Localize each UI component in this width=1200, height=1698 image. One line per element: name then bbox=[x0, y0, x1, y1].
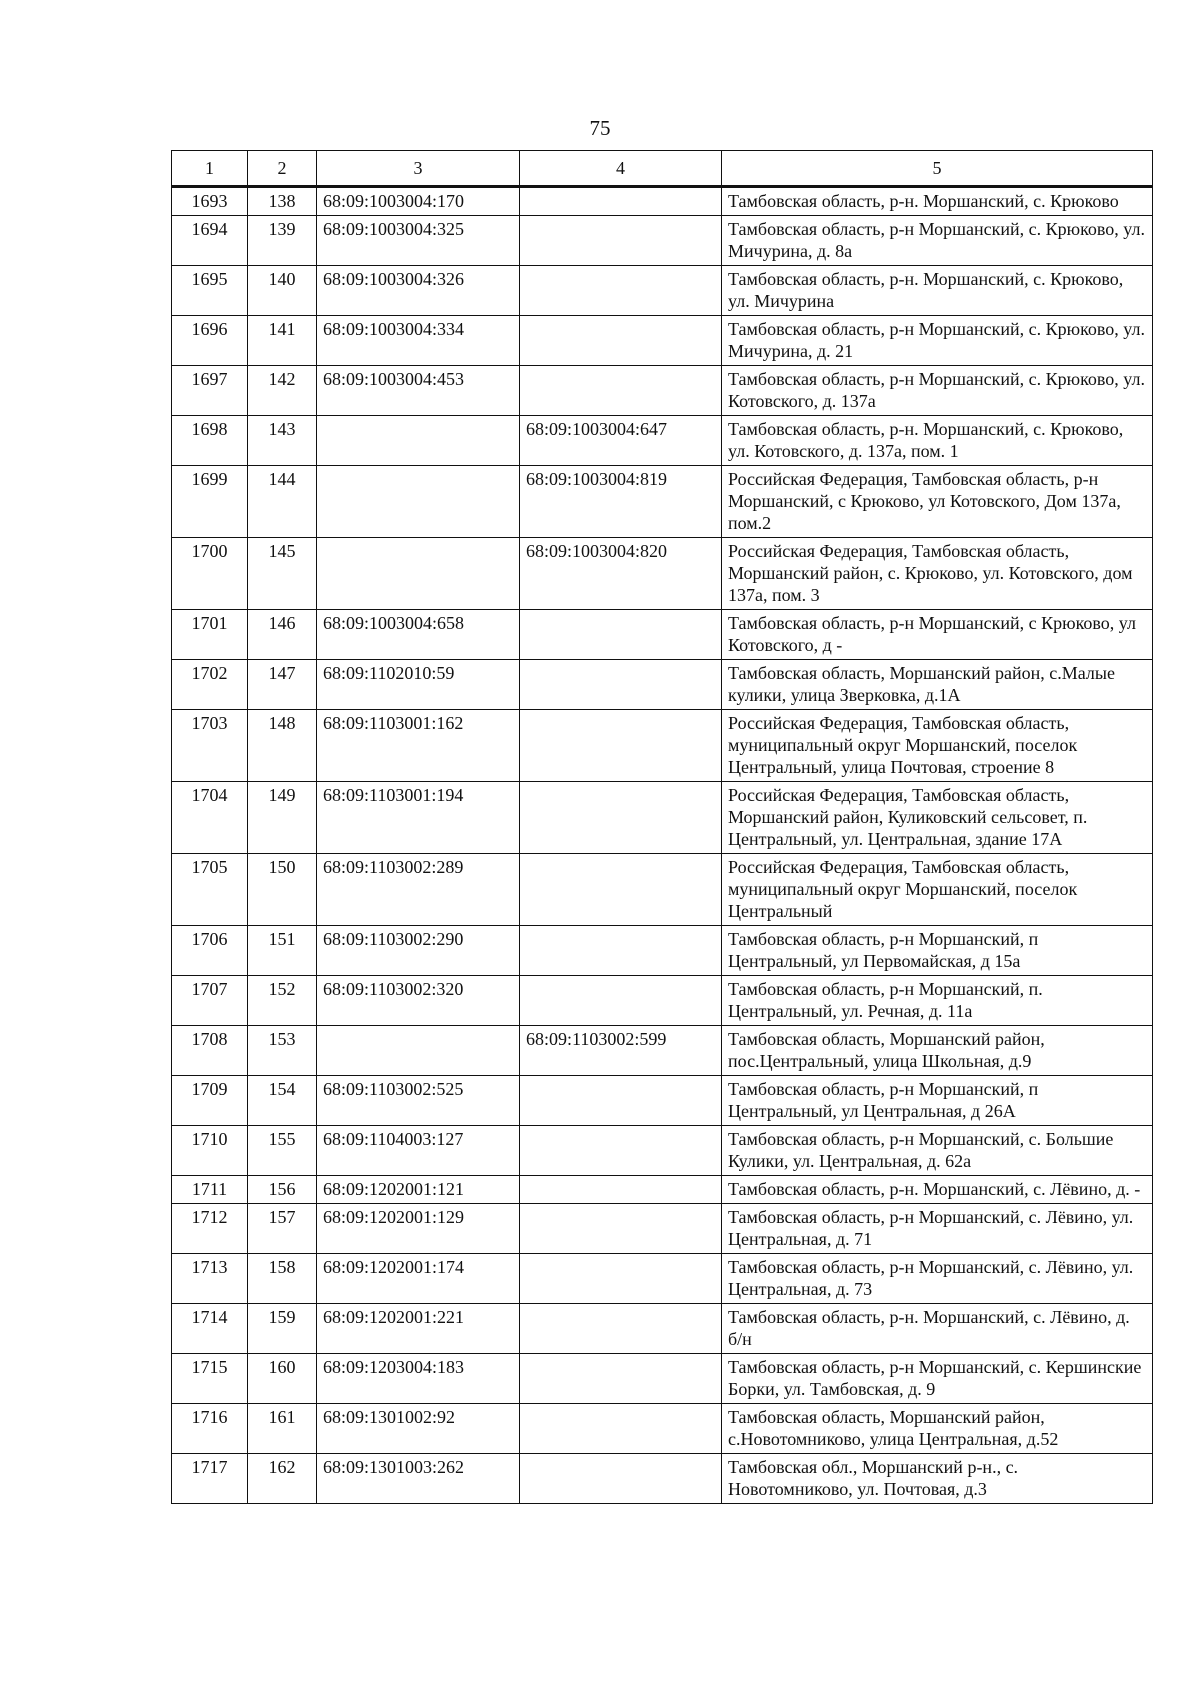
row-number-cell: 1700 bbox=[172, 538, 248, 610]
premises-cadastral-number-cell bbox=[520, 1304, 722, 1354]
column-header-4: 4 bbox=[520, 151, 722, 187]
row-number-cell: 1708 bbox=[172, 1026, 248, 1076]
item-number-cell: 149 bbox=[248, 782, 317, 854]
address-cell: Тамбовская область, Моршанский район, с.Малые кулики, улица Зверковка, д.1А bbox=[722, 660, 1153, 710]
item-number-cell: 158 bbox=[248, 1254, 317, 1304]
item-number-cell: 138 bbox=[248, 187, 317, 216]
address-cell: Тамбовская область, р-н Моршанский, п Центральный, ул Первомайская, д 15а bbox=[722, 926, 1153, 976]
cadastral-number-cell: 68:09:1202001:174 bbox=[317, 1254, 520, 1304]
table-row bbox=[172, 316, 1153, 366]
premises-cadastral-number-cell bbox=[520, 1076, 722, 1126]
table-row bbox=[172, 660, 1153, 710]
premises-cadastral-number-cell bbox=[520, 854, 722, 926]
premises-cadastral-number-cell bbox=[520, 1204, 722, 1254]
item-number-cell: 150 bbox=[248, 854, 317, 926]
table-row bbox=[172, 216, 1153, 266]
address-cell: Тамбовская область, р-н Моршанский, с. Крюково, ул. Котовского, д. 137а bbox=[722, 366, 1153, 416]
address-cell: Тамбовская область, р-н Моршанский, с. Лёвино, ул. Центральная, д. 73 bbox=[722, 1254, 1153, 1304]
row-number-cell: 1714 bbox=[172, 1304, 248, 1354]
row-number-cell: 1706 bbox=[172, 926, 248, 976]
premises-cadastral-number-cell bbox=[520, 1176, 722, 1204]
address-cell: Тамбовская область, р-н Моршанский, с. Крюково, ул. Мичурина, д. 21 bbox=[722, 316, 1153, 366]
table-row bbox=[172, 1404, 1153, 1454]
table-row bbox=[172, 854, 1153, 926]
premises-cadastral-number-cell: 68:09:1003004:820 bbox=[520, 538, 722, 610]
premises-cadastral-number-cell bbox=[520, 187, 722, 216]
address-cell: Тамбовская область, р-н. Моршанский, с. Лёвино, д. - bbox=[722, 1176, 1153, 1204]
address-cell: Тамбовская область, р-н. Моршанский, с. Крюково, ул. Мичурина bbox=[722, 266, 1153, 316]
table-row bbox=[172, 1204, 1153, 1254]
item-number-cell: 145 bbox=[248, 538, 317, 610]
row-number-cell: 1703 bbox=[172, 710, 248, 782]
premises-cadastral-number-cell: 68:09:1003004:819 bbox=[520, 466, 722, 538]
cadastral-number-cell: 68:09:1301003:262 bbox=[317, 1454, 520, 1504]
cadastral-number-cell: 68:09:1103002:290 bbox=[317, 926, 520, 976]
cadastral-number-cell bbox=[317, 538, 520, 610]
table-row bbox=[172, 1176, 1153, 1204]
item-number-cell: 155 bbox=[248, 1126, 317, 1176]
row-number-cell: 1702 bbox=[172, 660, 248, 710]
item-number-cell: 139 bbox=[248, 216, 317, 266]
item-number-cell: 153 bbox=[248, 1026, 317, 1076]
address-cell: Тамбовская область, р-н Моршанский, с. Лёвино, ул. Центральная, д. 71 bbox=[722, 1204, 1153, 1254]
table-row bbox=[172, 187, 1153, 216]
item-number-cell: 143 bbox=[248, 416, 317, 466]
header-row bbox=[172, 151, 1153, 187]
premises-cadastral-number-cell: 68:09:1103002:599 bbox=[520, 1026, 722, 1076]
cadastral-number-cell: 68:09:1301002:92 bbox=[317, 1404, 520, 1454]
table-row bbox=[172, 416, 1153, 466]
cadastral-number-cell: 68:09:1103001:162 bbox=[317, 710, 520, 782]
item-number-cell: 162 bbox=[248, 1454, 317, 1504]
row-number-cell: 1711 bbox=[172, 1176, 248, 1204]
item-number-cell: 156 bbox=[248, 1176, 317, 1204]
table-row bbox=[172, 710, 1153, 782]
table-header bbox=[172, 151, 1153, 187]
column-header-1: 1 bbox=[172, 151, 248, 187]
cadastral-number-cell: 68:09:1102010:59 bbox=[317, 660, 520, 710]
premises-cadastral-number-cell bbox=[520, 976, 722, 1026]
cadastral-number-cell bbox=[317, 1026, 520, 1076]
row-number-cell: 1698 bbox=[172, 416, 248, 466]
item-number-cell: 140 bbox=[248, 266, 317, 316]
table-row bbox=[172, 538, 1153, 610]
address-cell: Тамбовская область, р-н Моршанский, с. Большие Кулики, ул. Центральная, д. 62а bbox=[722, 1126, 1153, 1176]
row-number-cell: 1694 bbox=[172, 216, 248, 266]
address-cell: Тамбовская область, р-н Моршанский, с Крюково, ул Котовского, д - bbox=[722, 610, 1153, 660]
table-body bbox=[172, 187, 1153, 1504]
premises-cadastral-number-cell bbox=[520, 266, 722, 316]
cadastral-number-cell: 68:09:1103002:525 bbox=[317, 1076, 520, 1126]
row-number-cell: 1715 bbox=[172, 1354, 248, 1404]
address-cell: Тамбовская область, р-н. Моршанский, с. Крюково, ул. Котовского, д. 137а, пом. 1 bbox=[722, 416, 1153, 466]
column-header-5: 5 bbox=[722, 151, 1153, 187]
row-number-cell: 1716 bbox=[172, 1404, 248, 1454]
row-number-cell: 1696 bbox=[172, 316, 248, 366]
item-number-cell: 142 bbox=[248, 366, 317, 416]
premises-cadastral-number-cell bbox=[520, 1404, 722, 1454]
item-number-cell: 160 bbox=[248, 1354, 317, 1404]
cadastral-number-cell: 68:09:1103002:320 bbox=[317, 976, 520, 1026]
column-header-2: 2 bbox=[248, 151, 317, 187]
item-number-cell: 147 bbox=[248, 660, 317, 710]
row-number-cell: 1717 bbox=[172, 1454, 248, 1504]
item-number-cell: 159 bbox=[248, 1304, 317, 1354]
row-number-cell: 1712 bbox=[172, 1204, 248, 1254]
table-row bbox=[172, 610, 1153, 660]
item-number-cell: 154 bbox=[248, 1076, 317, 1126]
address-cell: Тамбовская область, р-н Моршанский, с. Крюково, ул. Мичурина, д. 8а bbox=[722, 216, 1153, 266]
premises-cadastral-number-cell bbox=[520, 610, 722, 660]
cadastral-number-cell: 68:09:1103001:194 bbox=[317, 782, 520, 854]
premises-cadastral-number-cell bbox=[520, 926, 722, 976]
item-number-cell: 146 bbox=[248, 610, 317, 660]
premises-cadastral-number-cell bbox=[520, 1254, 722, 1304]
item-number-cell: 152 bbox=[248, 976, 317, 1026]
table-row bbox=[172, 1254, 1153, 1304]
address-cell: Российская Федерация, Тамбовская область, Моршанский район, с. Крюково, ул. Котовского, дом 137а, пом. 3 bbox=[722, 538, 1153, 610]
table-row bbox=[172, 782, 1153, 854]
table-row bbox=[172, 1304, 1153, 1354]
cadastral-number-cell: 68:09:1202001:121 bbox=[317, 1176, 520, 1204]
table-row bbox=[172, 1454, 1153, 1504]
cadastral-number-cell: 68:09:1003004:325 bbox=[317, 216, 520, 266]
cadastral-number-cell: 68:09:1003004:453 bbox=[317, 366, 520, 416]
address-cell: Тамбовская область, Моршанский район, с.Новотомниково, улица Центральная, д.52 bbox=[722, 1404, 1153, 1454]
address-cell: Российская Федерация, Тамбовская область, р-н Моршанский, с Крюково, ул Котовского, Дом 137а, пом.2 bbox=[722, 466, 1153, 538]
table-row bbox=[172, 466, 1153, 538]
premises-cadastral-number-cell bbox=[520, 660, 722, 710]
table-row bbox=[172, 1026, 1153, 1076]
cadastral-number-cell: 68:09:1003004:326 bbox=[317, 266, 520, 316]
page-number: 75 bbox=[589, 116, 611, 140]
address-cell: Тамбовская область, р-н Моршанский, п Центральный, ул Центральная, д 26А bbox=[722, 1076, 1153, 1126]
address-cell: Российская Федерация, Тамбовская область, муниципальный округ Моршанский, поселок Центральный, улица Почтовая, строение 8 bbox=[722, 710, 1153, 782]
cadastral-number-cell: 68:09:1003004:170 bbox=[317, 187, 520, 216]
row-number-cell: 1697 bbox=[172, 366, 248, 416]
premises-cadastral-number-cell bbox=[520, 216, 722, 266]
registry-table bbox=[171, 150, 1153, 1504]
premises-cadastral-number-cell bbox=[520, 1126, 722, 1176]
item-number-cell: 144 bbox=[248, 466, 317, 538]
premises-cadastral-number-cell bbox=[520, 1354, 722, 1404]
row-number-cell: 1699 bbox=[172, 466, 248, 538]
address-cell: Российская Федерация, Тамбовская область, Моршанский район, Куликовский сельсовет, п. Центральный, ул. Центральная, здание 17А bbox=[722, 782, 1153, 854]
table-row bbox=[172, 266, 1153, 316]
row-number-cell: 1709 bbox=[172, 1076, 248, 1126]
premises-cadastral-number-cell bbox=[520, 782, 722, 854]
item-number-cell: 161 bbox=[248, 1404, 317, 1454]
cadastral-number-cell: 68:09:1202001:129 bbox=[317, 1204, 520, 1254]
address-cell: Российская Федерация, Тамбовская область, муниципальный округ Моршанский, поселок Центральный bbox=[722, 854, 1153, 926]
row-number-cell: 1695 bbox=[172, 266, 248, 316]
row-number-cell: 1705 bbox=[172, 854, 248, 926]
premises-cadastral-number-cell bbox=[520, 710, 722, 782]
table-row bbox=[172, 1354, 1153, 1404]
row-number-cell: 1713 bbox=[172, 1254, 248, 1304]
cadastral-number-cell bbox=[317, 416, 520, 466]
table-row bbox=[172, 976, 1153, 1026]
row-number-cell: 1707 bbox=[172, 976, 248, 1026]
item-number-cell: 157 bbox=[248, 1204, 317, 1254]
table-row bbox=[172, 366, 1153, 416]
premises-cadastral-number-cell bbox=[520, 1454, 722, 1504]
cadastral-number-cell: 68:09:1103002:289 bbox=[317, 854, 520, 926]
column-header-3: 3 bbox=[317, 151, 520, 187]
cadastral-number-cell: 68:09:1003004:658 bbox=[317, 610, 520, 660]
cadastral-number-cell bbox=[317, 466, 520, 538]
table-row bbox=[172, 1076, 1153, 1126]
item-number-cell: 151 bbox=[248, 926, 317, 976]
cadastral-number-cell: 68:09:1202001:221 bbox=[317, 1304, 520, 1354]
cadastral-number-cell: 68:09:1003004:334 bbox=[317, 316, 520, 366]
address-cell: Тамбовская область, р-н. Моршанский, с. Крюково bbox=[722, 187, 1153, 216]
premises-cadastral-number-cell bbox=[520, 316, 722, 366]
table-row bbox=[172, 1126, 1153, 1176]
table-row bbox=[172, 926, 1153, 976]
row-number-cell: 1693 bbox=[172, 187, 248, 216]
premises-cadastral-number-cell: 68:09:1003004:647 bbox=[520, 416, 722, 466]
item-number-cell: 148 bbox=[248, 710, 317, 782]
address-cell: Тамбовская область, р-н Моршанский, с. Кершинские Борки, ул. Тамбовская, д. 9 bbox=[722, 1354, 1153, 1404]
item-number-cell: 141 bbox=[248, 316, 317, 366]
address-cell: Тамбовская область, р-н Моршанский, п. Центральный, ул. Речная, д. 11а bbox=[722, 976, 1153, 1026]
premises-cadastral-number-cell bbox=[520, 366, 722, 416]
cadastral-number-cell: 68:09:1203004:183 bbox=[317, 1354, 520, 1404]
address-cell: Тамбовская область, р-н. Моршанский, с. Лёвино, д. б/н bbox=[722, 1304, 1153, 1354]
row-number-cell: 1710 bbox=[172, 1126, 248, 1176]
address-cell: Тамбовская обл., Моршанский р-н., с. Новотомниково, ул. Почтовая, д.3 bbox=[722, 1454, 1153, 1504]
row-number-cell: 1704 bbox=[172, 782, 248, 854]
row-number-cell: 1701 bbox=[172, 610, 248, 660]
cadastral-number-cell: 68:09:1104003:127 bbox=[317, 1126, 520, 1176]
address-cell: Тамбовская область, Моршанский район, пос.Центральный, улица Школьная, д.9 bbox=[722, 1026, 1153, 1076]
